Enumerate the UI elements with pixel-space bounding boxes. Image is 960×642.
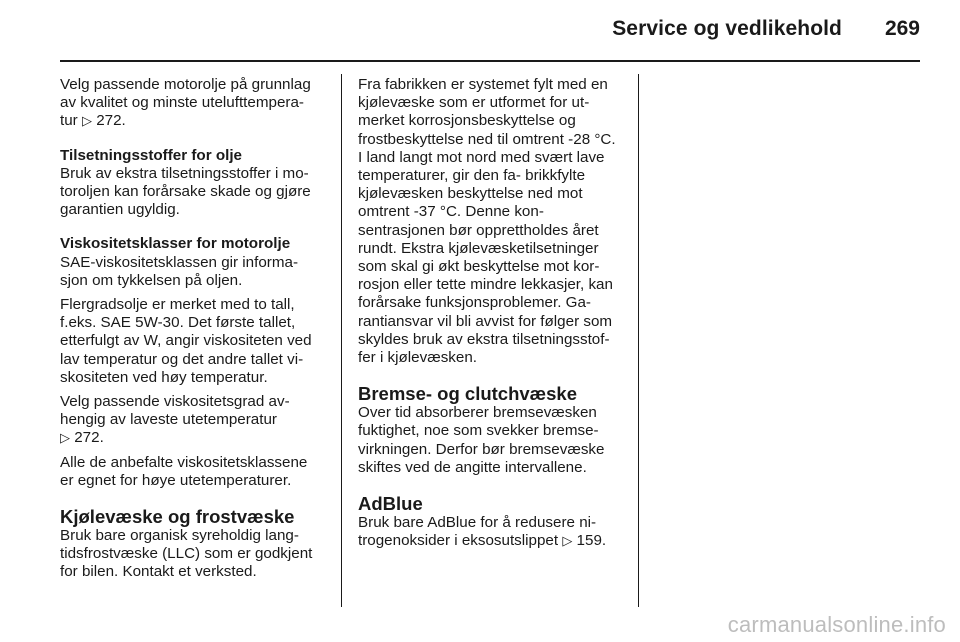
heading-oil-additives: Tilsetningsstoffer for olje	[60, 146, 242, 164]
paragraph-oil-selection-text: Velg passende motorolje på grunnlag av kvalitet og minste utelufttempera‐ tur	[60, 76, 311, 130]
paragraph-choose-viscosity	[60, 393, 322, 448]
header-rule	[60, 60, 920, 62]
paragraph-oil-additives: Bruk av ekstra tilsetningsstoffer i mo‐ toroljen kan forårsake skade og gjøre garantien ugyldig.	[60, 164, 311, 219]
reference-arrow-icon: ▷	[60, 430, 70, 446]
column-divider-right	[638, 74, 639, 607]
paragraph-factory-coolant: Fra fabrikken er systemet fylt med en kjølevæske som er utformet for ut‐ merket korrosjonsbeskyttelse og frostbeskyttelse ned til omtrent -28 °C. I land langt mot nord med svært lave temperaturer, gir den fa‐ brikkfylte kjølevæsken beskyttelse ned mot omtrent -37 °C. Denne kon‐ sentrasjonen bør opprettholdes året rundt. Ekstra kjølevæsketilsetninger som skal gi økt beskyttelse mot kor‐ rosjon eller tette mindre lekkasjer, kan forårsake funksjonsproblemer. Ga‐ rantiansvar vil bli avvist for følger som skyldes bruk av ekstra tilsetningsstof‐ fer i kjølevæsken.	[358, 76, 616, 367]
page-number: 269	[884, 17, 920, 40]
paragraph-adblue-text: Bruk bare AdBlue for å redusere ni‐ trogenoksider i eksosutslippet	[358, 514, 597, 550]
paragraph-recommended-classes: Alle de anbefalte viskositetsklassene er egnet for høye utetemperaturer.	[60, 453, 308, 489]
paragraph-oil-selection	[60, 76, 322, 131]
heading-adblue: AdBlue	[358, 493, 423, 515]
page-title: Service og vedlikehold	[612, 17, 842, 40]
reference-arrow-icon: ▷	[81, 113, 92, 129]
column-1	[60, 76, 322, 598]
heading-brake-fluid: Bremse- og clutchvæske	[358, 383, 578, 405]
reference-arrow-icon: ▷	[562, 533, 573, 549]
page-reference-link[interactable]: 159.	[576, 532, 607, 550]
heading-viscosity-classes: Viskositetsklasser for motorolje	[60, 235, 291, 253]
page-header	[0, 0, 960, 62]
paragraph-choose-viscosity-text: Velg passende viskositetsgrad av‐ hengig av laveste utetemperatur	[60, 393, 290, 429]
column-2	[358, 76, 620, 566]
paragraph-multigrade: Flergradsolje er merket med to tall, f.eks. SAE 5W-30. Det første tallet, etterfulgt av W, angir viskositeten ved lav temperatur og det andre tallet vi‐ skositeten ved høy temperatur.	[60, 296, 312, 386]
heading-coolant: Kjølevæske og frostvæske	[60, 506, 295, 528]
page-reference-link[interactable]: 272.	[96, 112, 126, 130]
watermark: carmanualsonline.info	[727, 612, 946, 637]
page-reference-link[interactable]: 272.	[74, 429, 104, 447]
paragraph-sae: SAE-viskositetsklassen gir informa‐ sjon om tykkelsen på oljen.	[60, 253, 299, 289]
paragraph-brake-fluid: Over tid absorberer bremsevæsken fuktighet, noe som svekker bremse‐ virkningen. Derfor bør bremsevæske skiftes ved de angitte intervallene.	[358, 404, 605, 476]
paragraph-adblue	[358, 514, 620, 550]
column-divider-left	[341, 74, 342, 607]
paragraph-coolant: Bruk bare organisk syreholdig lang‐ tidsfrostvæske (LLC) som er godkjent for bilen. Kontakt et verksted.	[60, 527, 313, 581]
